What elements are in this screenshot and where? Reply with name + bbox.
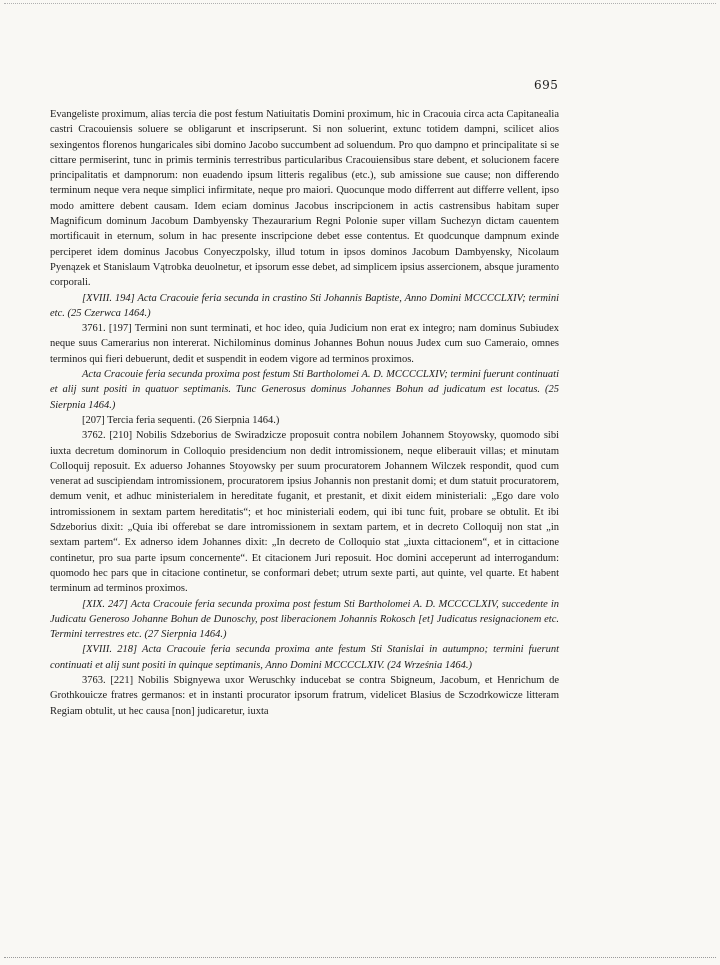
entry-3763: 3763. [221] Nobilis Sbignyewa uxor Weruschky inducebat se contra Sbigneum, Jacobum, et Henrichum de Grothkouicze fratres germanos: et in instanti procurator ipsorum fratrum, videlicet Blasius de Sczodrkowicze litteram Regiam obtulit, ut hec causa [non] judicaretur, iuxta xyxy=(50,674,559,717)
scan-edge-bottom xyxy=(4,957,716,959)
scan-edge-top xyxy=(4,3,716,5)
body-text xyxy=(50,107,559,719)
paragraph-continuation: Evangeliste proximum, alias tercia die post festum Natiuitatis Domini proximum, hic in Cracouia circa acta Capitanealia castri Cracouiensis soluere se obligarunt et inscripserunt. Si non soluerint, extunc totidem dampni, scilicet alios sexingentos florenos hungaricales sibi domino Jacobo succumbent ad soluendum. Pro quo dampno et principalitate si se cittare permiserint, tunc in primis terminis terrestribus particularibus Cracouiensibus stare debent, et solucionem facere principalitatis et dampnorum: non euadendo ipsum litteris regalibus (etc.), sub amissione sue cause; non differendo terminum neque vera neque simplici infirmitate, neque pro maiori. Quocunque modo differrent aut differre vellent, ipso modo amittere debent causam. Idem eciam dominus Jacobus inscripcionem in actis castrensibus habitam super Magnificum dominum Jacobum Dambyensky Thezaurarium Regni Polonie super villam Suchezyn dictam cauentem mortificauit in eternum, solum in hac presente inscripcione debet esse contentus. Et quodcunque dampnum exinde perciperet idem dominus Jacobus Conyeczpolsky, illud totum in ipsos dominos Jacobum Dambyensky, Nicolaum Pyenązek et Stanislaum Vątrobka deuolnetur, et ipsorum esse debet, ad simplicem ipsius assercionem, absque juramento corporali. xyxy=(50,109,559,289)
entry-3761: 3761. [197] Termini non sunt terminati, et hoc ideo, quia Judicium non erat ex integro; nam dominus Subiudex neque suus Camerarius non intererat. Nichilominus dominus Johannes Bohun nouus Judex cum suo Cameraio, omnes terminos qui fieri debuerunt, dedit et suspendit in eodem vigore ad terminos proximos. xyxy=(50,323,559,365)
entry-3762: 3762. [210] Nobilis Sdzeborius de Swiradzicze proposuit contra nobilem Johannem Stoyowsky, quomodo sibi iuxta decretum dominorum in Colloquio presidencium non dedit intromissionem, neque eliberauit villas; et minutam Colloquij reposuit. Ex aduerso Johannes Stoyowsky per suum procuratorem Johannem Wilczek respondit, quod cum venerat ad suscipiendam intromissionem, procuratorem ipsius Johannis non prestanit domi; et dum statuit procuratorem, demum venit, et adhuc ministerialem in hereditate fuganit, et prestanit, et dixit eidem ministeriali: „Ego dare volo intromissionem in sextam partem hereditatis“; et hoc ministeriali eodem, qui ibi tunc fuit, probare se obtulit. Et ibi Sdzeborius dixit: „Quia ibi offerebat se dare intromissionem in sextam partem, et in decreto Colloquij non stat „in sextam partem“. Ex adnerso idem Johannes dixit: „In decreto de Colloquio stat „iuxta cittacionem“, et in cittacione continetur, pro sua parte ipsum concernente“. Et citacionem Juri reposuit. Hoc domini acceperunt ad interrogandum: quomodo hec pars que in citacione continetur, se conformari debet; utrum sexte parti, aut quinte, vel quarte. Et habent terminum ad terminos proximos. xyxy=(50,430,559,595)
session-heading-194: [XVIII. 194] Acta Cracouie feria secunda in crastino Sti Johannis Baptiste, Anno Domini MCCCCLXIV; termini etc. (25 Czerwca 1464.) xyxy=(50,292,559,319)
page-number: 695 xyxy=(534,78,559,92)
session-heading-bartholomei: Acta Cracouie feria secunda proxima post festum Sti Bartholomei A. D. MCCCCLXIV; termini fuerunt continuati et alij sunt positi in quatuor septimanis. Tunc Generosus dominus Johannes Bohun ad judicatum est locatus. (25 Sierpnia 1464.) xyxy=(50,369,559,411)
session-heading-247: [XIX. 247] Acta Cracouie feria secunda proxima post festum Sti Bartholomei A. D. MCCCCLXIV, succedente in Judicatu Generoso Johanne Bohun de Dunoschy, post liberacionem Johannis Rokosch [et] Judicatus resignacionem etc. Termini terrestres etc. (27 Sierpnia 1464.) xyxy=(50,598,559,641)
session-heading-218: [XVIII. 218] Acta Cracouie feria secunda proxima ante festum Sti Stanislai in autumpno; termini fuerunt continuati et alij sunt positi in quinque septimanis, Anno Domini MCCCCLXIV. (24 Września 1464.) xyxy=(50,644,559,671)
session-heading-207: [207] Tercia feria sequenti. (26 Sierpnia 1464.) xyxy=(82,414,280,426)
